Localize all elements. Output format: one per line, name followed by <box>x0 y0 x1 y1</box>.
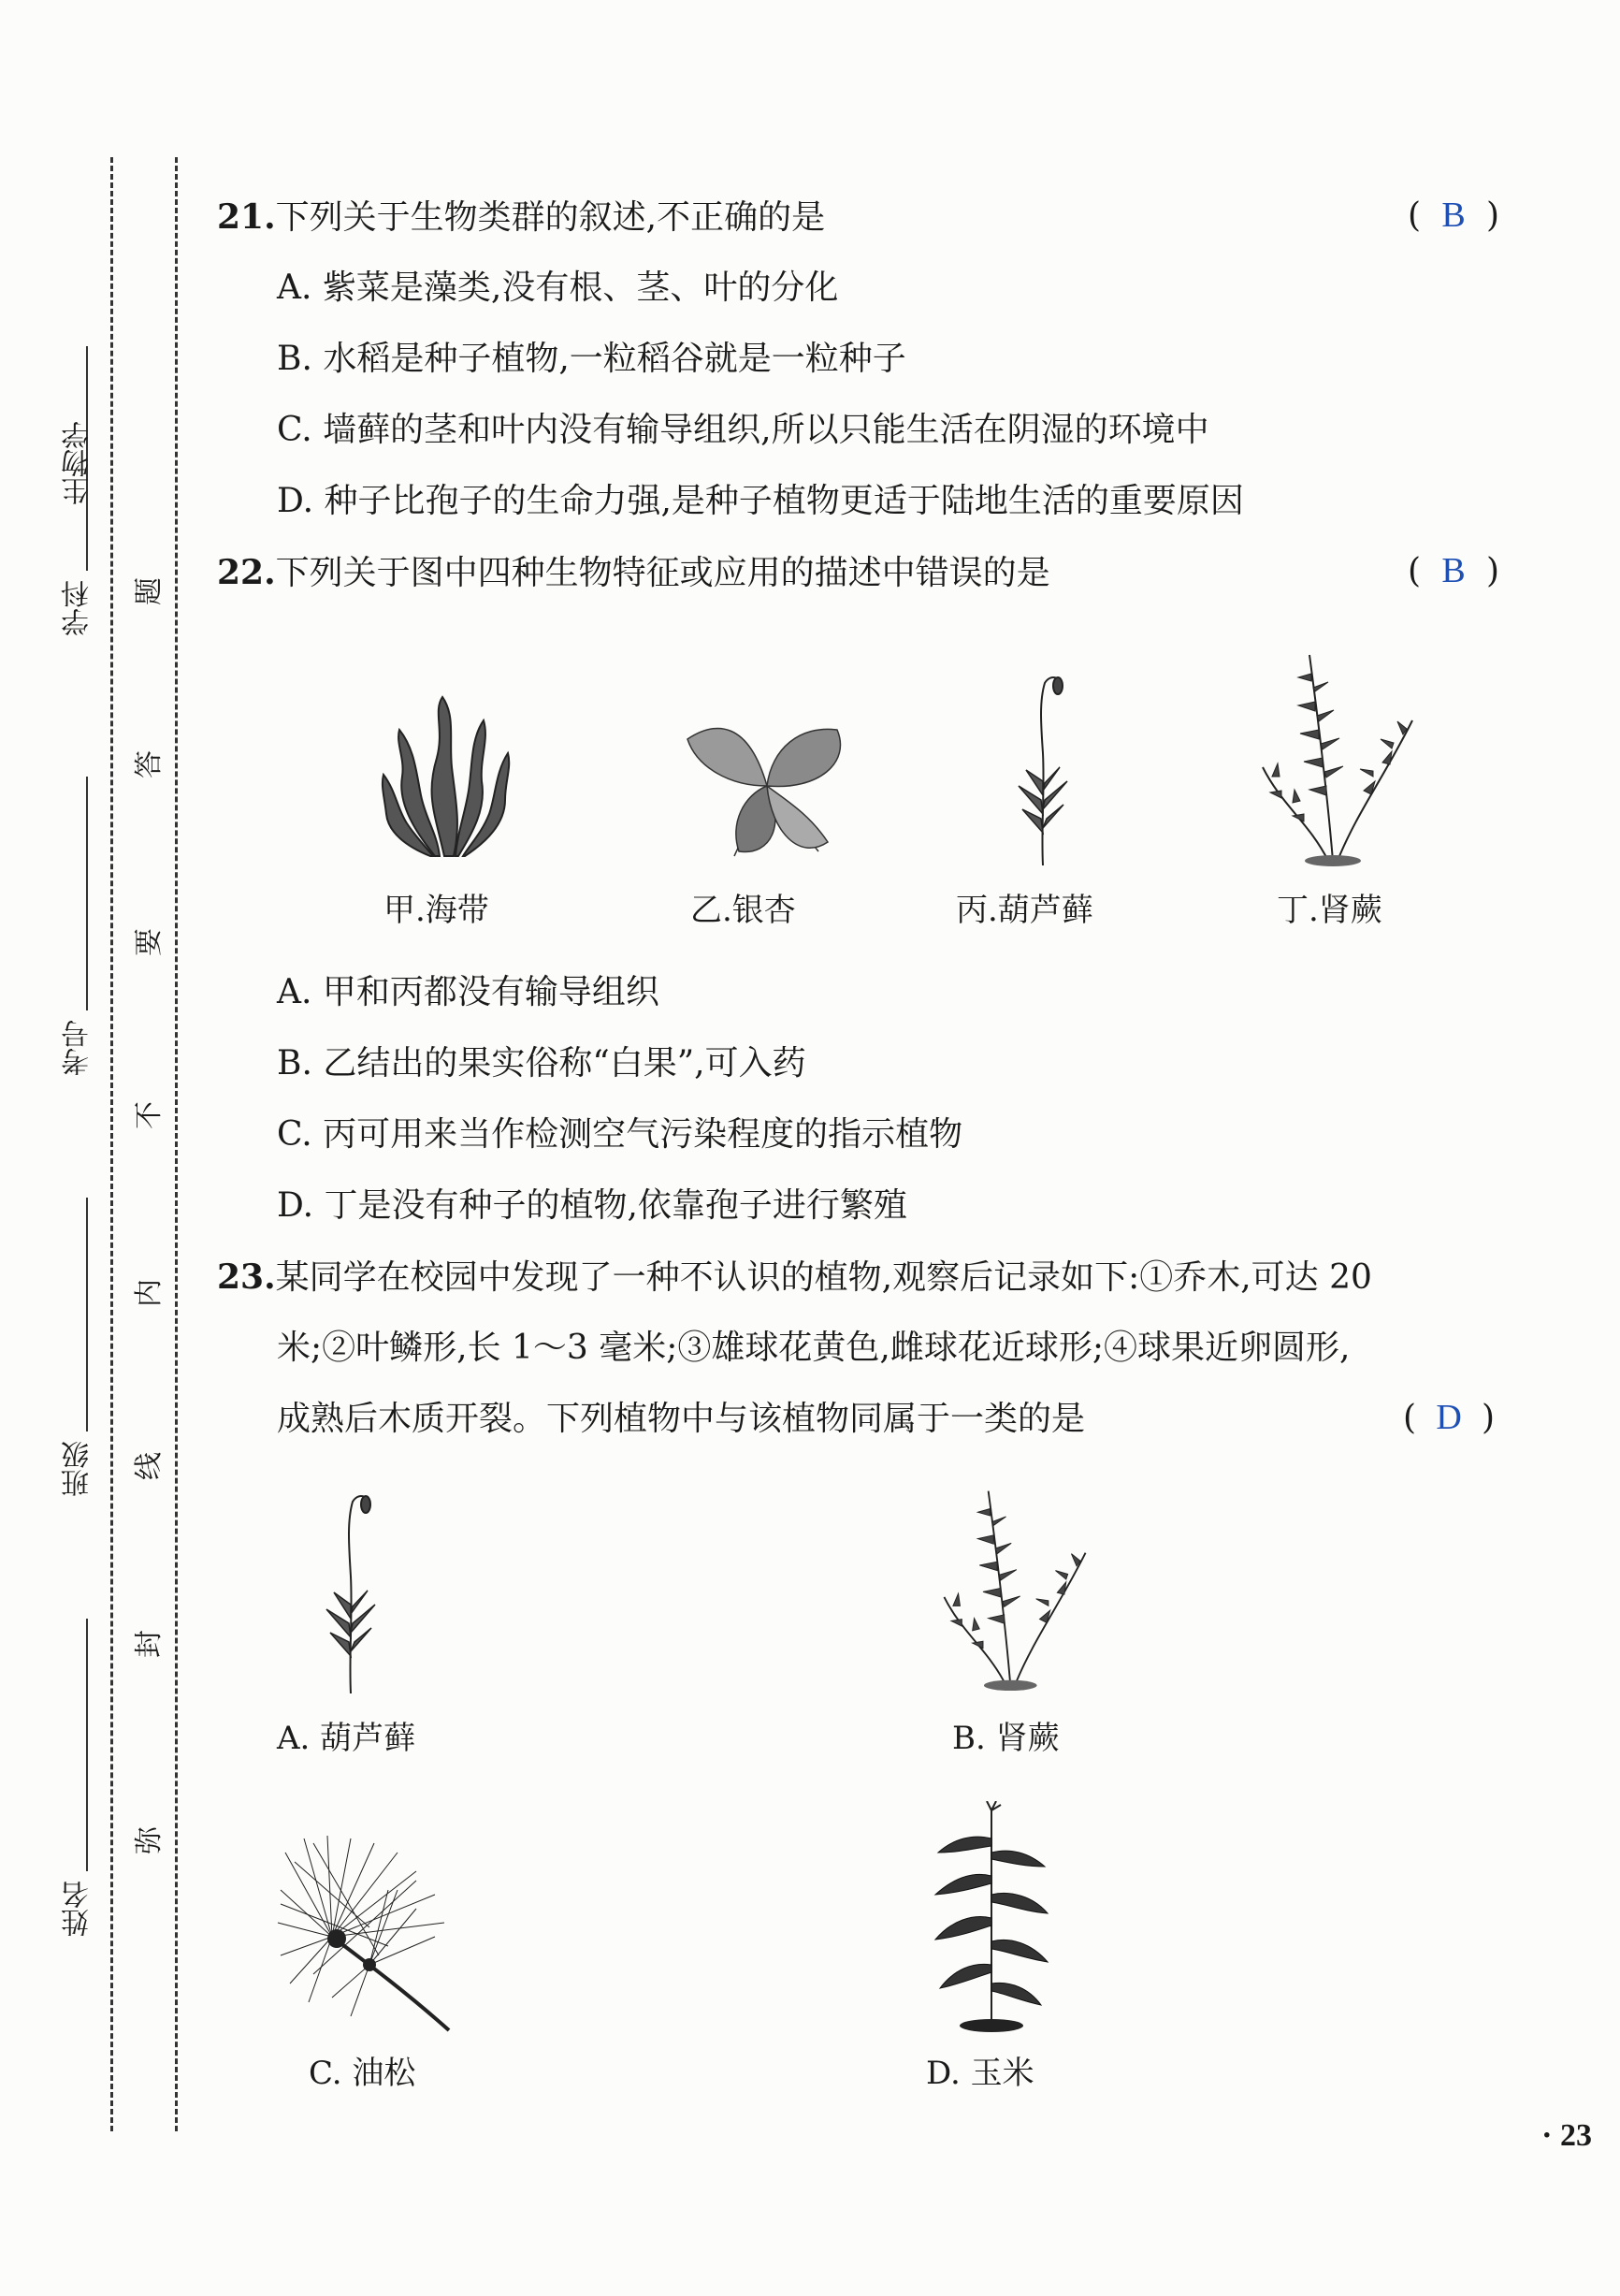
question-number: 23. <box>217 1257 276 1297</box>
option-b[interactable]: B. 乙结出的果实俗称“白果”,可入药 <box>277 1044 806 1083</box>
option-a[interactable]: A. 紫菜是藻类,没有根、茎、叶的分化 <box>277 269 839 307</box>
moss-illustration <box>1005 669 1080 870</box>
question-text-continued: 成熟后木质开裂。下列植物中与该植物同属于一类的是 <box>277 1400 1086 1438</box>
answer-letter: B <box>1441 196 1466 235</box>
page-number: · 23 <box>1541 2118 1592 2153</box>
question-text: 下列关于图中四种生物特征或应用的描述中错误的是 <box>275 554 1050 592</box>
moss-illustration[interactable] <box>313 1488 388 1698</box>
option-d[interactable]: D. 种子比孢子的生命力强,是种子植物更适于陆地生活的重要原因 <box>277 482 1244 520</box>
answer-bracket: ( B ) <box>1408 551 1500 590</box>
seal-char: 答 <box>133 750 166 778</box>
option-a[interactable]: A. 甲和丙都没有输导组织 <box>277 973 659 1011</box>
seal-char: 不 <box>133 1101 166 1129</box>
figure-caption: 乙.银杏 <box>690 892 796 929</box>
answer-letter: B <box>1441 551 1466 590</box>
seal-char: 线 <box>133 1452 166 1480</box>
option-c[interactable]: C. 墙藓的茎和叶内没有输导组织,所以只能生活在阴湿的环境中 <box>277 411 1209 449</box>
figure-caption: 丁.肾蕨 <box>1277 892 1382 929</box>
seal-char: 要 <box>133 928 166 956</box>
subject-value: 生物学 <box>62 421 94 505</box>
exam-no-field <box>58 767 95 1104</box>
binding-margin <box>0 0 178 2296</box>
seal-dashed-line-outer <box>110 157 113 2131</box>
option-d[interactable]: D. 丁是没有种子的植物,依靠孢子进行繁殖 <box>277 1186 907 1225</box>
class-field <box>58 1188 95 1516</box>
answer-bracket: ( D ) <box>1403 1398 1496 1437</box>
seal-char: 封 <box>133 1630 166 1658</box>
question-number: 22. <box>217 553 276 592</box>
name-field <box>58 1609 95 1946</box>
option-c[interactable]: C. 丙可用来当作检测空气污染程度的指示植物 <box>277 1115 963 1154</box>
choice-caption-d[interactable]: D. 玉米 <box>926 2055 1034 2092</box>
figure-caption: 甲.海带 <box>383 892 489 929</box>
name-label: 姓名 <box>62 1881 94 1937</box>
seal-char: 弥 <box>133 1826 166 1854</box>
name-underline[interactable] <box>86 1619 88 1871</box>
question-text: 下列关于生物类群的叙述,不正确的是 <box>275 198 826 237</box>
question-text-continued: 米;②叶鳞形,长 1～3 毫米;③雄球花黄色,雌球花近球形;④球果近卵圆形, <box>277 1329 1351 1367</box>
figure-caption: 丙.葫芦藓 <box>956 892 1093 929</box>
choice-caption-b[interactable]: B. 肾蕨 <box>952 1720 1060 1757</box>
subject-label: 学科 <box>62 580 94 636</box>
choice-caption-c[interactable]: C. 油松 <box>309 2055 416 2092</box>
question-stem <box>217 550 1050 596</box>
seal-char: 内 <box>133 1279 166 1307</box>
seal-char: 题 <box>133 577 166 605</box>
fern-illustration <box>1253 646 1422 870</box>
answer-bracket: ( B ) <box>1408 196 1500 235</box>
exam-no-label: 考号 <box>62 1020 94 1076</box>
question-text: 某同学在校园中发现了一种不认识的植物,观察后记录如下:①乔木,可达 20 <box>275 1258 1372 1297</box>
question-stem <box>217 195 825 240</box>
class-label: 班级 <box>62 1441 94 1497</box>
subject-field <box>58 337 95 664</box>
class-underline[interactable] <box>86 1198 88 1431</box>
choice-caption-a[interactable]: A. 葫芦藓 <box>277 1720 416 1757</box>
option-b[interactable]: B. 水稻是种子植物,一粒稻谷就是一粒种子 <box>277 340 906 378</box>
answer-letter: D <box>1436 1398 1462 1437</box>
ginkgo-illustration <box>678 711 856 861</box>
pine-illustration[interactable] <box>276 1834 454 2035</box>
fern-illustration[interactable] <box>935 1478 1094 1698</box>
exam-no-underline[interactable] <box>86 777 88 1010</box>
corn-illustration[interactable] <box>931 1801 1052 2035</box>
question-number: 21. <box>217 197 276 237</box>
seal-dashed-line-inner <box>175 157 178 2131</box>
kelp-illustration <box>379 692 519 861</box>
question-stem <box>217 1255 1372 1301</box>
